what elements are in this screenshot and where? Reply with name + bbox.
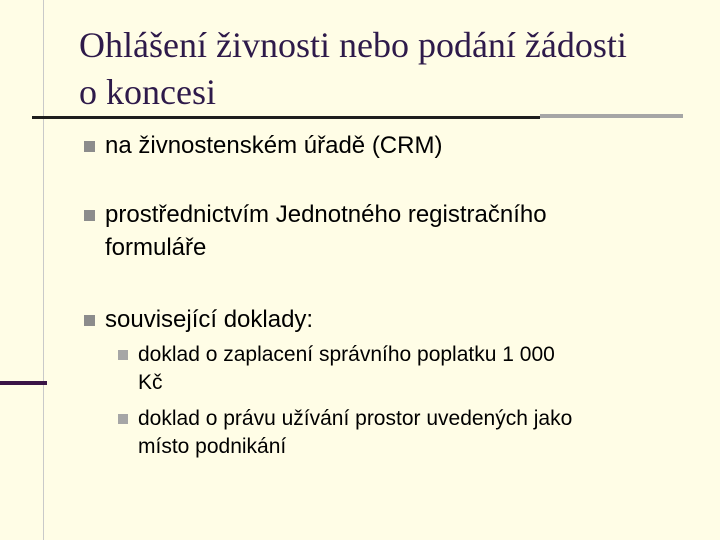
title-underline-accent — [540, 114, 683, 118]
bullet-text-continued: formuláře — [105, 234, 207, 261]
title-underline — [32, 116, 540, 119]
square-bullet-icon — [84, 210, 95, 221]
square-bullet-icon — [84, 141, 95, 152]
sub-bullet-text: doklad o zaplacení správního poplatku 1 000 — [138, 343, 555, 366]
sub-bullet-text-continued: místo podnikání — [138, 435, 287, 458]
square-sub-bullet-icon — [118, 414, 128, 424]
bullet-text: související doklady: — [105, 306, 314, 333]
title-line-1: Ohlášení živnosti nebo podání žádosti — [79, 25, 627, 65]
left-vertical-rule — [43, 0, 44, 540]
slide-title — [79, 22, 699, 116]
sub-bullet-text: doklad o právu užívání prostor uvedených jako — [138, 407, 573, 430]
bullet-text: prostřednictvím Jednotného registračního — [105, 201, 547, 228]
bullet-text: na živnostenském úřadě (CRM) — [105, 132, 443, 159]
left-accent-bar — [0, 381, 47, 385]
sub-bullet-text-continued: Kč — [138, 371, 163, 394]
square-sub-bullet-icon — [118, 350, 128, 360]
square-bullet-icon — [84, 315, 95, 326]
title-line-2: o koncesi — [79, 72, 216, 112]
